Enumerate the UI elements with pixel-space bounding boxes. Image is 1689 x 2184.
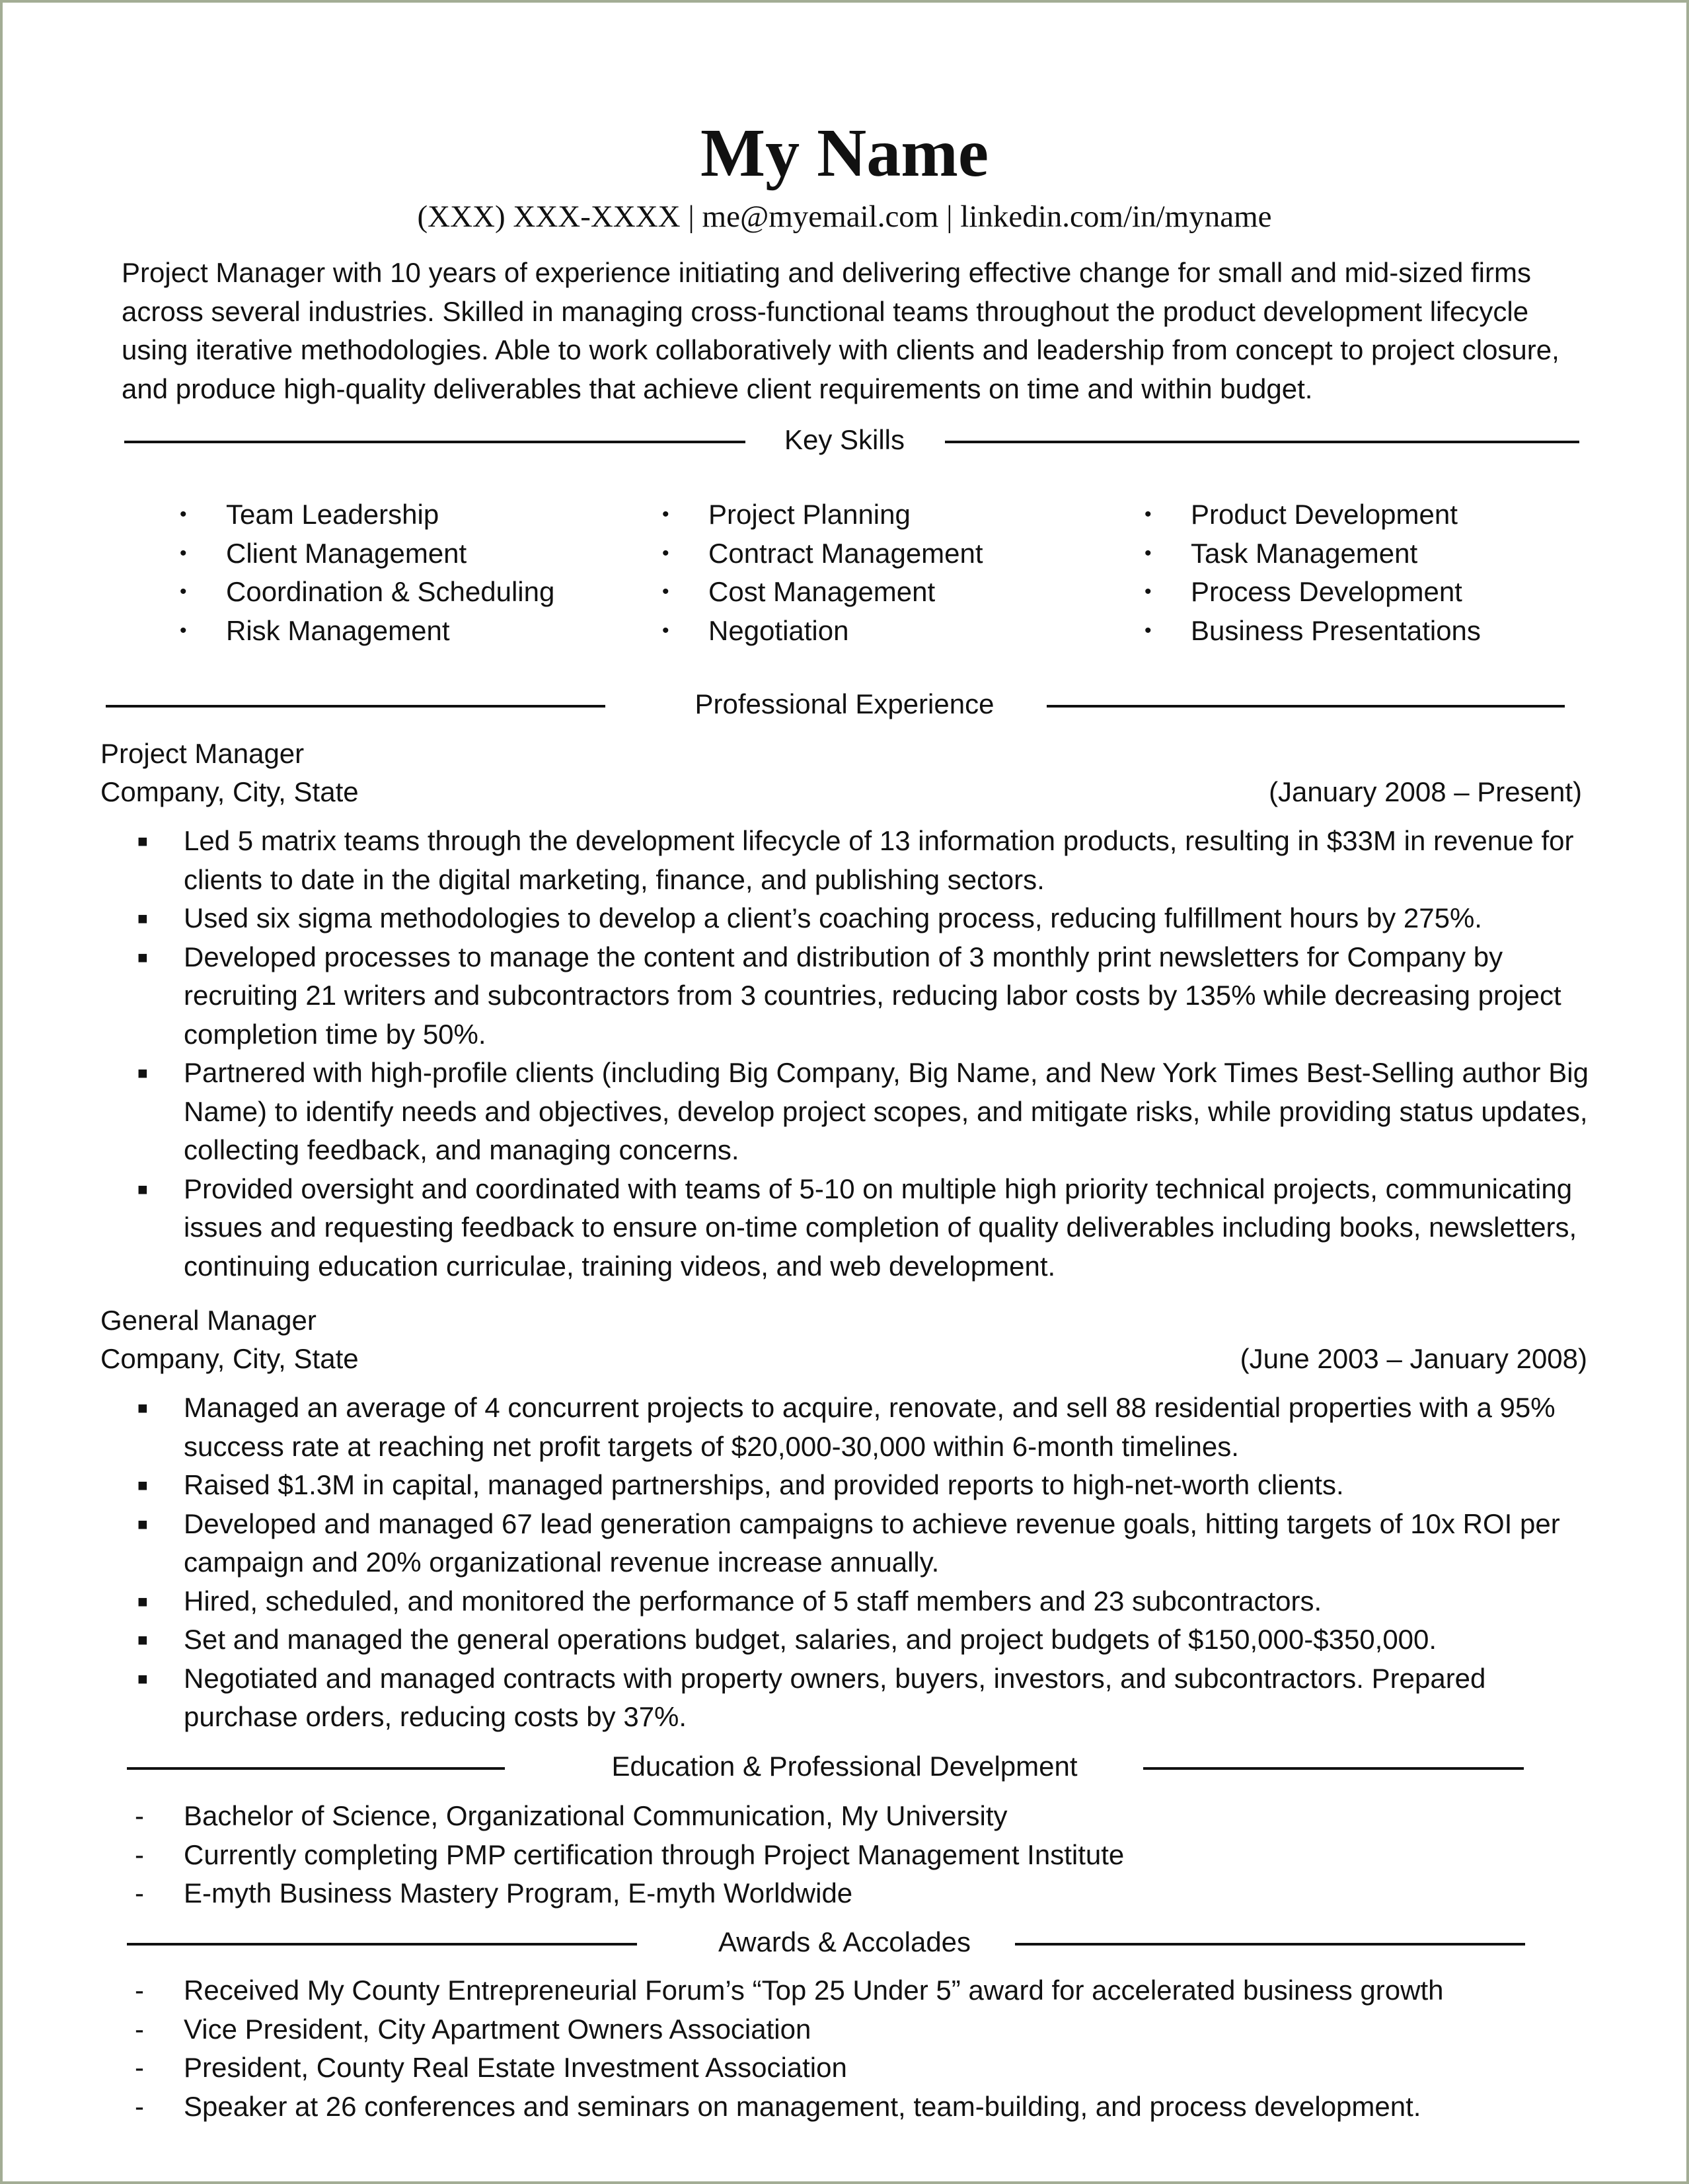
list-item: ■ Developed processes to manage the content and distribution of 3 monthly print newsletters for Company by recruiting 21 writers and subcontractors from 3 countries, reducing labor costs by 135% while decreasing project completion time by 50%. [131, 938, 1591, 1054]
section-rule-right [1143, 1767, 1524, 1770]
square-bullet-icon: ■ [137, 947, 148, 967]
list-item: ■ Set and managed the general operations budget, salaries, and project budgets of $150,000-$350,000. [131, 1620, 1591, 1659]
square-bullet-icon: ■ [137, 1513, 148, 1534]
bullet-dot-icon: • [1145, 542, 1152, 564]
section-title: Awards & Accolades [718, 1926, 971, 1957]
list-item: ■ Raised $1.3M in capital, managed partnerships, and provided reports to high-net-worth clients. [131, 1466, 1591, 1505]
bullet-dot-icon: • [662, 542, 669, 564]
job-dates: (June 2003 – January 2008) [1240, 1343, 1587, 1374]
bullet-dot-icon: • [662, 503, 669, 525]
job-title: Project Manager [100, 738, 305, 769]
section-title: Key Skills [784, 424, 905, 455]
square-bullet-icon: ■ [137, 908, 148, 928]
list-item: ■ Partnered with high-profile clients (including Big Company, Big Name, and New York Times Best-Selling author Big Name) to identify needs and objectives, develop project scopes, and mitigate risks, while providing status updates, collecting feedback, and managing concerns. [131, 1054, 1591, 1170]
job-company: Company, City, State [100, 1343, 359, 1374]
list-item: ■ Led 5 matrix teams through the development lifecycle of 13 information products, resulting in $33M in revenue for clients to date in the digital marketing, finance, and publishing sectors. [131, 822, 1591, 899]
list-item: - Speaker at 26 conferences and seminars on management, team-building, and process development. [131, 2088, 1604, 2127]
professional-summary: Project Manager with 10 years of experience initiating and delivering effective change for small and mid-sized firms across several industries. Skilled in managing cross-functional teams throughout the product development lifecycle using iterative methodologies. Able to work collaboratively with clients and leadership from concept to project closure, and produce high-quality deliverables that achieve client requirements on time and within budget. [122, 257, 1559, 404]
square-bullet-icon: ■ [137, 1591, 148, 1611]
job-dates: (January 2008 – Present) [1269, 776, 1582, 807]
dash-bullet-icon: - [135, 2013, 144, 2045]
list-item: ■ Hired, scheduled, and monitored the performance of 5 staff members and 23 subcontractors. [131, 1582, 1591, 1621]
section-rule-right [945, 441, 1579, 443]
square-bullet-icon: ■ [137, 1063, 148, 1083]
resume-name: My Name [700, 115, 989, 191]
bullet-dot-icon: • [662, 619, 669, 641]
section-title: Education & Professional Develpment [611, 1751, 1078, 1782]
square-bullet-icon: ■ [137, 1630, 148, 1650]
section-rule-right [1047, 705, 1565, 708]
section-title: Professional Experience [694, 688, 995, 719]
job-company: Company, City, State [100, 776, 359, 807]
awards-list [131, 1971, 1604, 2126]
bullet-dot-icon: • [662, 581, 669, 602]
contact-line: (XXX) XXX-XXXX | me@myemail.com | linkedin.com/in/myname [417, 200, 1272, 234]
dash-bullet-icon: - [135, 1838, 144, 1870]
list-item: ■ Developed and managed 67 lead generation campaigns to achieve revenue goals, hitting targets of 10x ROI per campaign and 20% organizational revenue increase annually. [131, 1505, 1591, 1582]
list-item: - President, County Real Estate Investment Association [131, 2049, 1604, 2088]
bullet-dot-icon: • [1145, 503, 1152, 525]
dash-bullet-icon: - [135, 1877, 144, 1909]
dash-bullet-icon: - [135, 2052, 144, 2083]
dash-bullet-icon: - [135, 2090, 144, 2122]
bullet-dot-icon: • [180, 503, 187, 525]
list-item: - Vice President, City Apartment Owners Association [131, 2010, 1604, 2049]
bullet-dot-icon: • [180, 542, 187, 564]
list-item: ■ Used six sigma methodologies to develop a client’s coaching process, reducing fulfillment hours by 275%. [131, 899, 1591, 938]
resume-page: My Name (XXX) XXX-XXXX | me@myemail.com | linkedin.com/in/myname Project Manager with 10 years of experience initiating and delivering effective change for small and mid-sized firms across several industries. Skilled in managing cross-functional teams throughout the product development lifecycle using iterative methodologies. Able to work collaboratively with clients and leadership from concept to project closure, and produce high-quality deliverables that achieve client requirements on time and within budget. Key Skills • Team Leadership • Client Management • Coordination & Scheduling • Risk Management • Project Planning • Contract Management • Cost Management • Negotiation • Product Development • Task Management • Process Development • Business Presentations Professional Experience Project Manager Company, City, State (January 2008 – Present) ■ Led 5 matrix teams through the development lifecycle of 13 information products, resulting in $33M in revenue for clients to date in the digital marketing, finance, and publishing sectors. ■ Used six sigma methodologies to develop a client’s coaching process, reducing fulfillment hours by 275%. ■ Developed processes to manage the content and distribution of 3 monthly print newsletters for Company by recruiting 21 writers and subcontractors from 3 countries, reducing labor costs by 135% while decreasing project completion time by 50%. ■ Partnered with high-profile clients (including Big Company, Big Name, and New York Times Best-Selling author Big Name) to identify needs and objectives, develop project scopes, and mitigate risks, while providing status updates, collecting feedback, and managing concerns. ■ Provided oversight and coordinated with teams of 5-10 on multiple high priority technical projects, communicating issues and requesting feedback to ensure on-time completion of quality deliverables including books, newsletters, continuing education curriculae, training videos, and web development. General Manager Company, City, State (June 2003 – January 2008) ■ Managed an average of 4 concurrent projects to acquire, renovate, and sell 88 residential properties with a 95% success rate at reaching net profit targets of $20,000-30,000 within 6-month timelines. ■ Raised $1.3M in capital, managed partnerships, and provided reports to high-net-worth clients. ■ Developed and managed 67 lead generation campaigns to achieve revenue goals, hitting targets of 10x ROI per campaign and 20% organizational revenue increase annually. ■ Hired, scheduled, and monitored the performance of 5 staff members and 23 subcontractors. ■ Set and managed the general operations budget, salaries, and project budgets of $150,000-$350,000. ■ Negotiated and managed contracts with property owners, buyers, investors, and subcontractors. Prepared purchase orders, reducing costs by 37%. Education & Professional Develpment - Bachelor of Science, Organizational Communication, My University - Currently completing PMP certification through Project Management Institute - E-myth Business Mastery Program, E-myth Worldwide Awards & Accolades - Received My County Entrepreneurial Forum’s “Top 25 Under 5” award for accelerated business growth - Vice President, City Apartment Owners Association - President, County Real Estate Investment Association - Speaker at 26 conferences and seminars on management, team-building, and process development. [5, 5, 1684, 2179]
list-item: - Currently completing PMP certification through Project Management Institute [131, 1836, 1604, 1875]
list-item: - Received My County Entrepreneurial Forum’s “Top 25 Under 5” award for accelerated business growth [131, 1971, 1604, 2010]
bullet-dot-icon: • [1145, 619, 1152, 641]
job-title: General Manager [100, 1305, 317, 1336]
job-bullets [131, 822, 1591, 1286]
dash-bullet-icon: - [135, 1800, 144, 1831]
section-header-education [5, 1747, 1684, 1786]
list-item: ■ Managed an average of 4 concurrent projects to acquire, renovate, and sell 88 residential properties with a 95% success rate at reaching net profit targets of $20,000-30,000 within 6-month timelines. [131, 1389, 1591, 1466]
square-bullet-icon: ■ [137, 1668, 148, 1689]
bullet-dot-icon: • [180, 581, 187, 602]
section-header-professional-experience [5, 684, 1684, 724]
section-rule-right [1015, 1943, 1525, 1946]
bullet-dot-icon: • [1145, 581, 1152, 602]
job-bullets [131, 1389, 1591, 1737]
education-list [131, 1797, 1604, 1913]
list-item: ■ Negotiated and managed contracts with property owners, buyers, investors, and subcontractors. Prepared purchase orders, reducing costs by 37%. [131, 1659, 1591, 1737]
bullet-dot-icon: • [180, 619, 187, 641]
list-item: - Bachelor of Science, Organizational Communication, My University [131, 1797, 1604, 1836]
list-item: ■ Provided oversight and coordinated with teams of 5-10 on multiple high priority technical projects, communicating issues and requesting feedback to ensure on-time completion of quality deliverables including books, newsletters, continuing education curriculae, training videos, and web development. [131, 1170, 1591, 1286]
square-bullet-icon: ■ [137, 831, 148, 851]
square-bullet-icon: ■ [137, 1179, 148, 1199]
dash-bullet-icon: - [135, 1975, 144, 2006]
square-bullet-icon: ■ [137, 1398, 148, 1418]
square-bullet-icon: ■ [137, 1475, 148, 1495]
section-header-key-skills [5, 420, 1684, 460]
section-header-awards [5, 1922, 1684, 1962]
list-item: - E-myth Business Mastery Program, E-myth Worldwide [131, 1874, 1604, 1913]
